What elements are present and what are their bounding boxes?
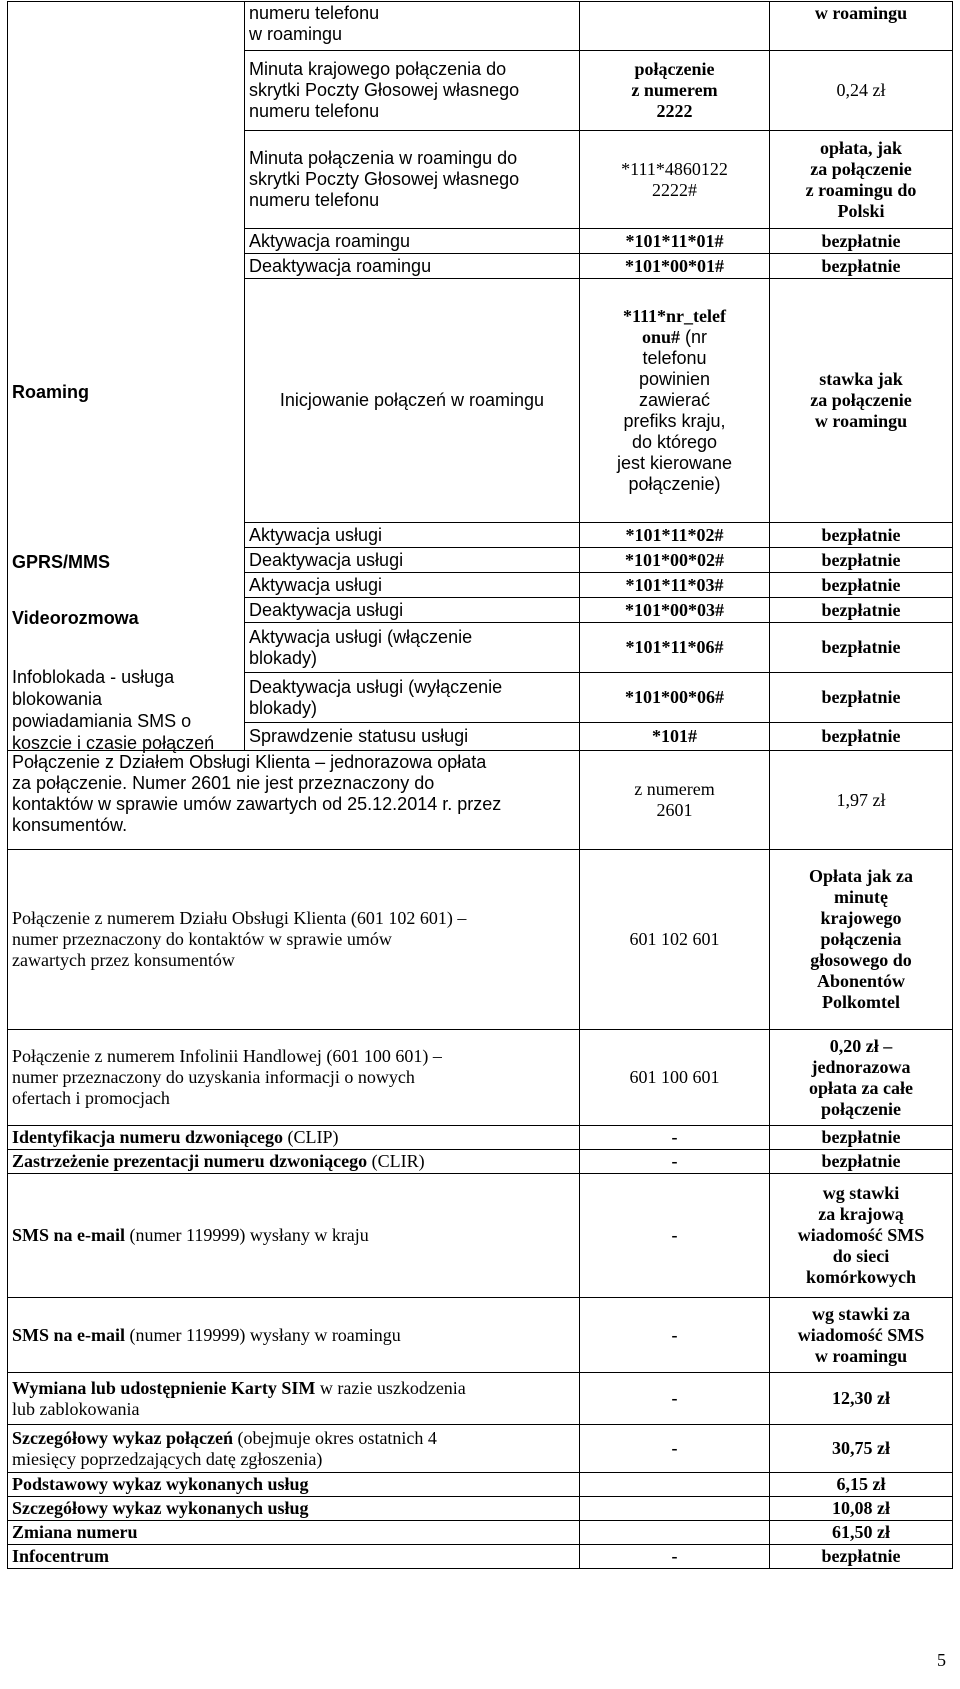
category-label-infoblokada: Infoblokada - usługa blokowania powiadamiania SMS o koszcie i czasie połączeń [12, 667, 215, 753]
service-code: 601 100 601 [580, 1030, 770, 1126]
service-name: Zastrzeżenie prezentacji numeru dzwoniącego (CLIR) [8, 1150, 580, 1174]
service-code [580, 1473, 770, 1497]
service-price: stawka jak za połączenie w roamingu [770, 279, 953, 523]
service-name: Deaktywacja roamingu [245, 254, 580, 279]
category-label-gprs: GPRS/MMS [12, 552, 111, 572]
service-code: - [580, 1373, 770, 1425]
table-row [8, 850, 953, 1030]
service-name: Deaktywacja usługi [245, 548, 580, 573]
table-row [8, 1425, 953, 1473]
service-price: bezpłatnie [770, 229, 953, 254]
table-row [8, 1174, 953, 1298]
service-price: 61,50 zł [770, 1521, 953, 1545]
category-roaming: Roaming [8, 2, 245, 751]
price-list-table [7, 1, 953, 1569]
service-code: *101*00*01# [580, 254, 770, 279]
service-code: połączenie z numerem 2222 [580, 51, 770, 131]
table-row [8, 2, 953, 51]
service-price: bezpłatnie [770, 623, 953, 673]
service-name: Inicjowanie połączeń w roamingu [245, 279, 580, 523]
service-price: bezpłatnie [770, 1150, 953, 1174]
service-name: Połączenie z numerem Działu Obsługi Klienta (601 102 601) – numer przeznaczony do kontaktów w sprawie umów zawartych przez konsumentów [8, 850, 580, 1030]
service-price: bezpłatnie [770, 573, 953, 598]
service-name: Połączenie z Działem Obsługi Klienta – jednorazowa opłata za połączenie. Numer 2601 nie jest przeznaczony do kontaktów w sprawie umów zawartych od 25.12.2014 r. przez konsumentów. [8, 751, 580, 850]
service-price: opłata, jak za połączenie z roamingu do Polski [770, 131, 953, 229]
service-code: *101*11*06# [580, 623, 770, 673]
page-number: 5 [937, 1650, 946, 1670]
service-price: bezpłatnie [770, 254, 953, 279]
service-name: Połączenie z numerem Infolinii Handlowej (601 100 601) – numer przeznaczony do uzyskania informacji o nowych ofertach i promocjach [8, 1030, 580, 1126]
service-name: Minuta połączenia w roamingu do skrytki Poczty Głosowej własnego numeru telefonu [245, 131, 580, 229]
table-row [8, 1473, 953, 1497]
service-name: Podstawowy wykaz wykonanych usług [8, 1473, 580, 1497]
service-price: 12,30 zł [770, 1373, 953, 1425]
service-name: Szczegółowy wykaz połączeń (obejmuje okres ostatnich 4 miesięcy poprzedzających datę zgłoszenia) [8, 1425, 580, 1473]
service-name: SMS na e-mail (numer 119999) wysłany w kraju [8, 1174, 580, 1298]
service-price: bezpłatnie [770, 598, 953, 623]
service-name: Deaktywacja usługi (wyłączenie blokady) [245, 673, 580, 723]
table-row [8, 751, 953, 850]
service-code: 601 102 601 [580, 850, 770, 1030]
service-name: SMS na e-mail (numer 119999) wysłany w roamingu [8, 1298, 580, 1373]
service-price: w roamingu [770, 2, 953, 51]
service-code: *101*11*02# [580, 523, 770, 548]
service-code: *111*4860122 2222# [580, 131, 770, 229]
service-name: Aktywacja usługi [245, 523, 580, 548]
service-name: Zmiana numeru [8, 1521, 580, 1545]
service-code: *101# [580, 723, 770, 751]
service-name: Identyfikacja numeru dzwoniącego (CLIP) [8, 1126, 580, 1150]
table-row [8, 1373, 953, 1425]
service-price: Opłata jak za minutę krajowego połączenia głosowego do Abonentów Polkomtel [770, 850, 953, 1030]
service-code: - [580, 1126, 770, 1150]
table-row [8, 1545, 953, 1569]
service-code: - [580, 1545, 770, 1569]
service-price: bezpłatnie [770, 1545, 953, 1569]
service-code [580, 1521, 770, 1545]
service-code [580, 1497, 770, 1521]
service-code [580, 2, 770, 51]
service-price: bezpłatnie [770, 548, 953, 573]
service-price: 0,24 zł [770, 51, 953, 131]
service-price: 0,20 zł – jednorazowa opłata za całe połączenie [770, 1030, 953, 1126]
service-name: Sprawdzenie statusu usługi [245, 723, 580, 751]
service-code: *111*nr_telef onu# (nr telefonu powinien zawierać prefiks kraju, do którego jest kierowane połączenie) [580, 279, 770, 523]
service-price: wg stawki za wiadomość SMS w roamingu [770, 1298, 953, 1373]
table-row [8, 1030, 953, 1126]
service-name: Deaktywacja usługi [245, 598, 580, 623]
service-name: Wymiana lub udostępnienie Karty SIM w razie uszkodzenia lub zablokowania [8, 1373, 580, 1425]
service-price: wg stawki za krajową wiadomość SMS do sieci komórkowych [770, 1174, 953, 1298]
service-code: - [580, 1174, 770, 1298]
category-label-video: Videorozmowa [12, 608, 139, 628]
service-code: *101*00*03# [580, 598, 770, 623]
table-row [8, 1497, 953, 1521]
table-row [8, 1298, 953, 1373]
service-price: bezpłatnie [770, 1126, 953, 1150]
service-price: bezpłatnie [770, 523, 953, 548]
service-code: *101*11*03# [580, 573, 770, 598]
table-row [8, 1126, 953, 1150]
service-name: Minuta krajowego połączenia do skrytki Poczty Głosowej własnego numeru telefonu [245, 51, 580, 131]
service-price: bezpłatnie [770, 673, 953, 723]
service-price: 1,97 zł [770, 751, 953, 850]
service-name: Aktywacja usługi (włączenie blokady) [245, 623, 580, 673]
service-code: *101*00*06# [580, 673, 770, 723]
service-code: z numerem 2601 [580, 751, 770, 850]
service-name: Infocentrum [8, 1545, 580, 1569]
service-code: *101*11*01# [580, 229, 770, 254]
service-price: 6,15 zł [770, 1473, 953, 1497]
service-price: bezpłatnie [770, 723, 953, 751]
service-code: - [580, 1425, 770, 1473]
service-price: 30,75 zł [770, 1425, 953, 1473]
service-code: - [580, 1298, 770, 1373]
service-name: Aktywacja usługi [245, 573, 580, 598]
service-code: *101*00*02# [580, 548, 770, 573]
service-name: numeru telefonu w roamingu [245, 2, 580, 51]
service-name: Szczegółowy wykaz wykonanych usług [8, 1497, 580, 1521]
table-row [8, 1521, 953, 1545]
service-code: - [580, 1150, 770, 1174]
service-name: Aktywacja roamingu [245, 229, 580, 254]
service-price: 10,08 zł [770, 1497, 953, 1521]
table-row [8, 1150, 953, 1174]
